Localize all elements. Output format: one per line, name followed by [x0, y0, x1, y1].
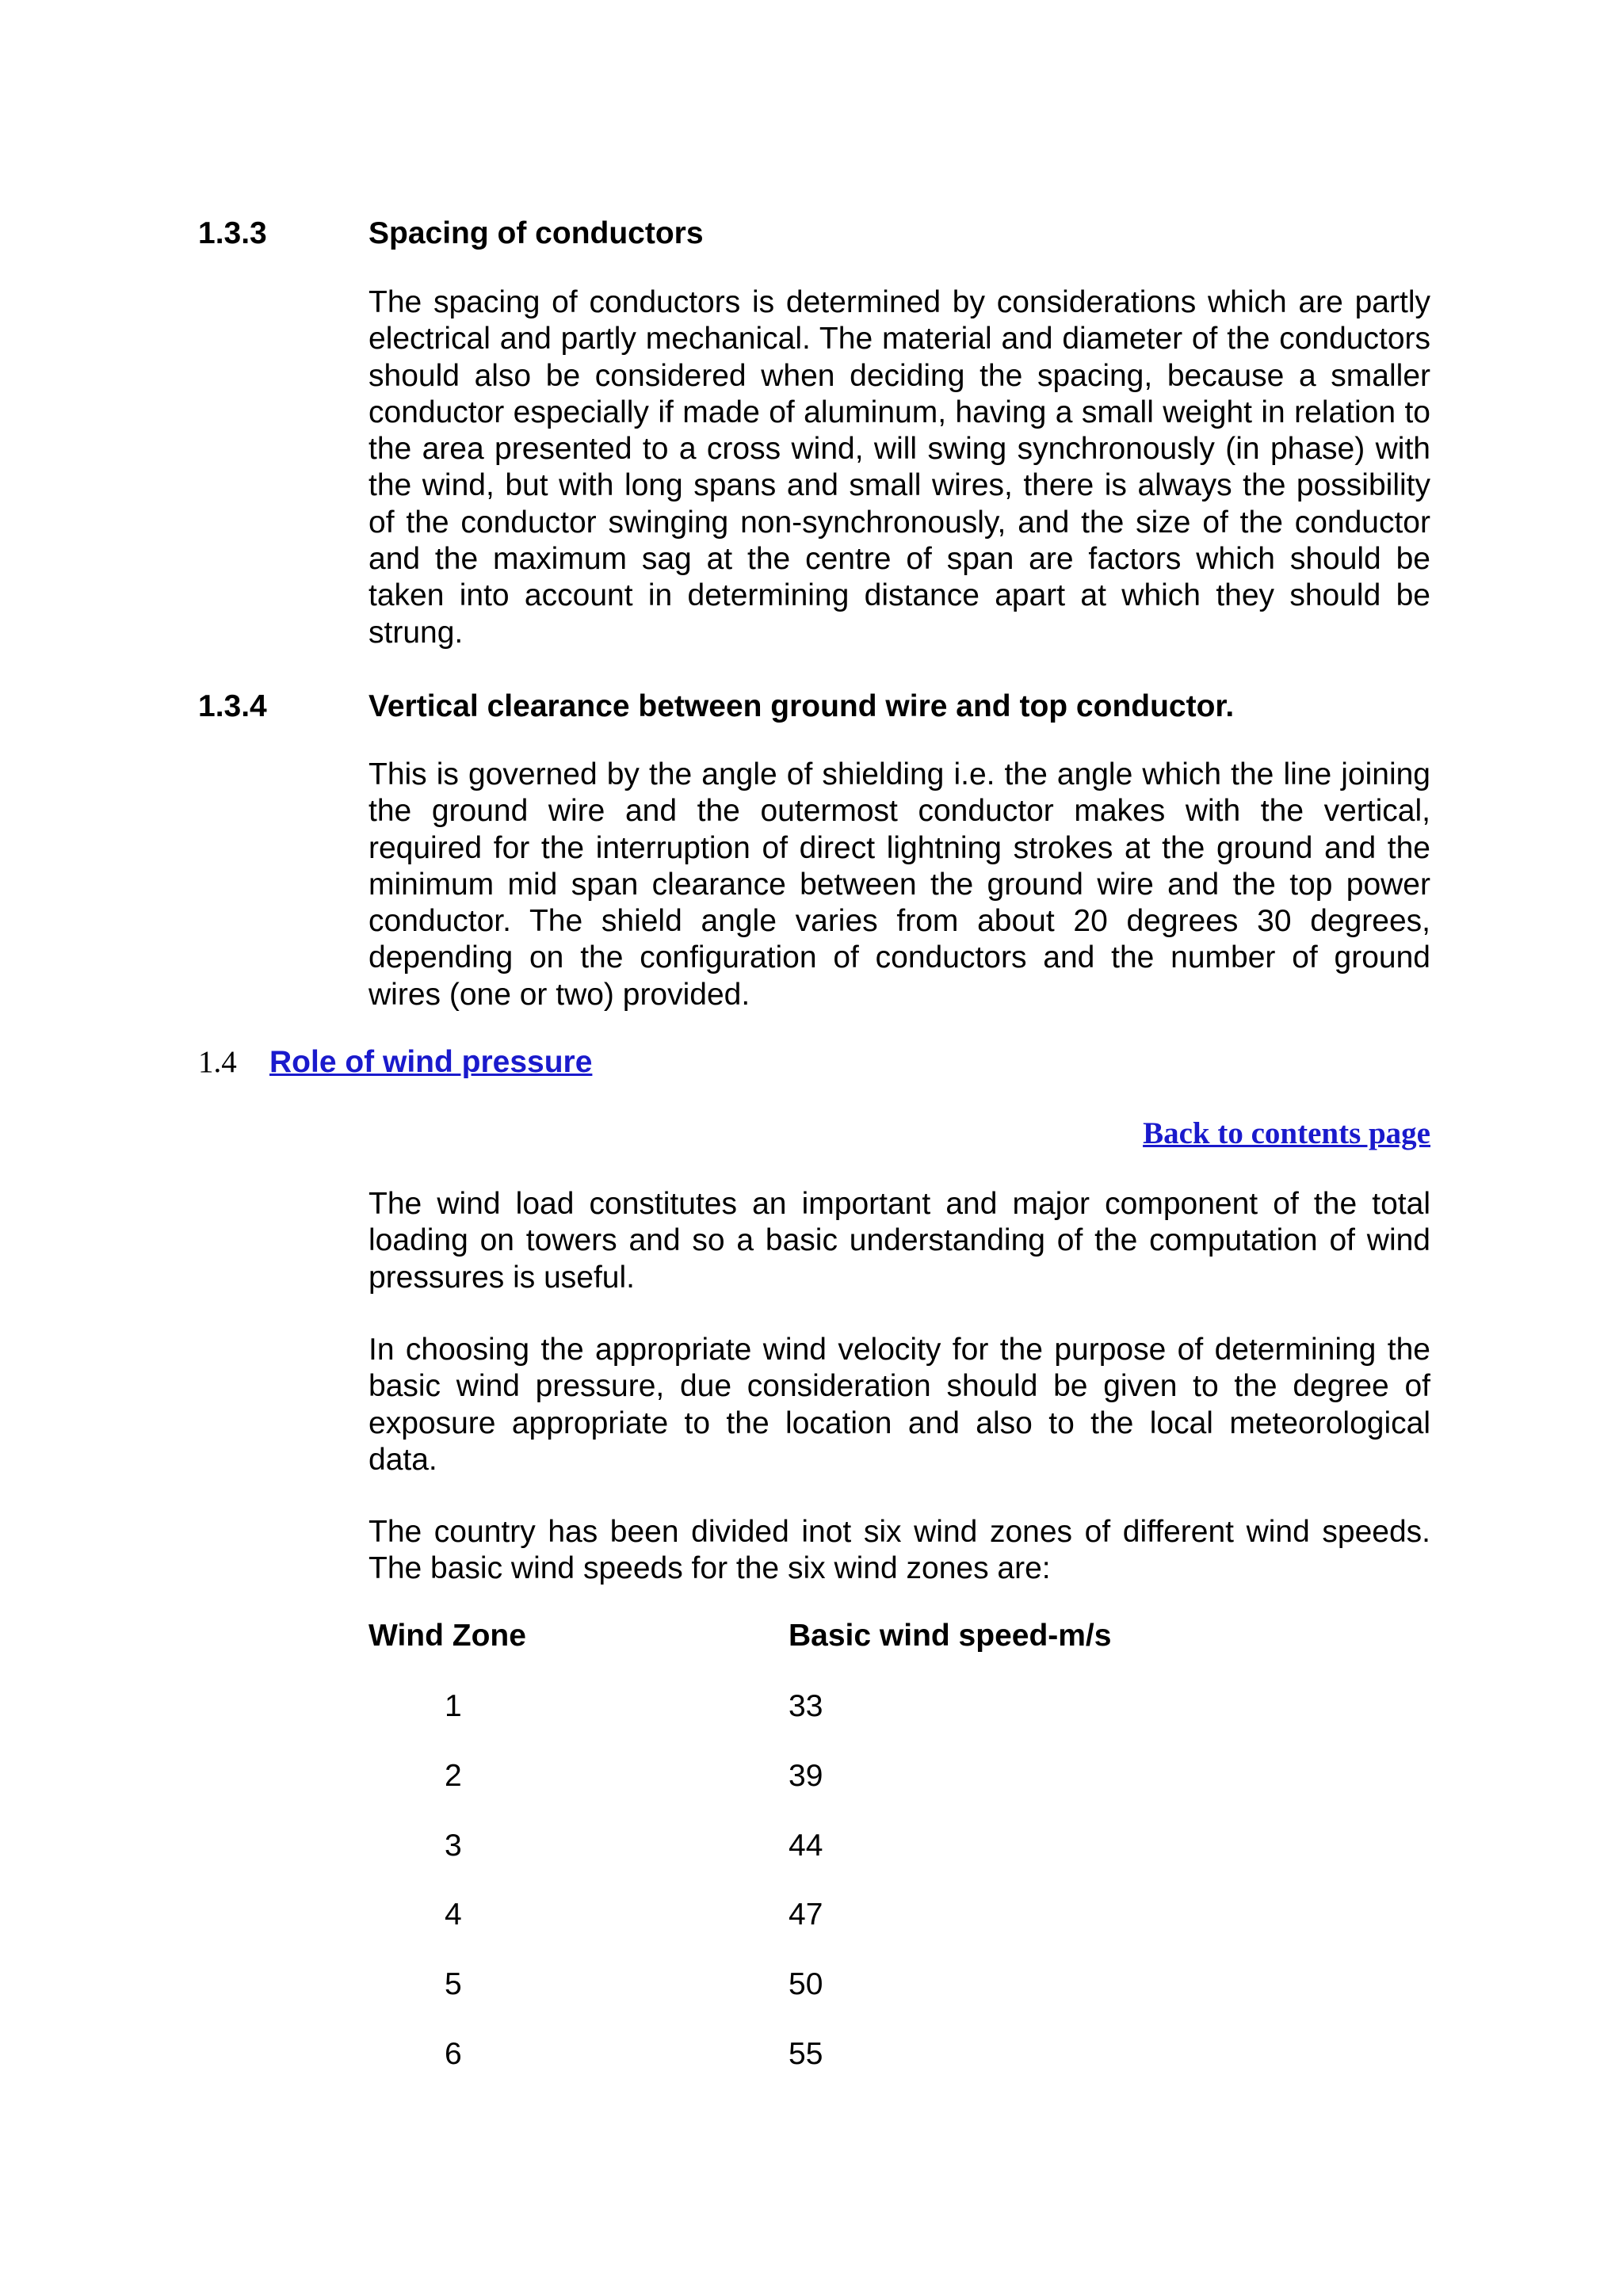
- wind-zone-cell: 3: [445, 1829, 462, 1863]
- wind-zone-cell: 5: [445, 1967, 462, 2001]
- table-row: [369, 2036, 1161, 2073]
- section-title-spacing: Spacing of conductors: [369, 216, 704, 250]
- wind-zone-cell: 6: [445, 2037, 462, 2071]
- paragraph-wind-velocity: In choosing the appropriate wind velocity for the purpose of determining the basic wind pressure, due consideration should be given to the degree of exposure appropriate to the location and also to the local meteorological data.: [369, 1333, 1430, 1477]
- wind-speed-cell: 50: [789, 1967, 823, 2001]
- table-row: [369, 1828, 1161, 1864]
- paragraph-wind-zones-intro: The country has been divided inot six wind zones of different wind speeds. The basic wind speeds for the six wind zones are:: [369, 1515, 1430, 1586]
- wind-speed-cell: 39: [789, 1759, 823, 1793]
- wind-zone-cell: 1: [445, 1689, 462, 1723]
- table-row: [369, 1966, 1161, 2003]
- wind-zone-cell: 4: [445, 1897, 462, 1932]
- section-number-1-3-4: 1.3.4: [198, 689, 267, 723]
- table-row: [369, 1688, 1161, 1725]
- paragraph-spacing-body: The spacing of conductors is determined by considerations which are partly electrical and partly mechanical. The material and diameter of the conductors should also be considered when deciding the spacing, because a smaller conductor especially if made of aluminum, having a small weight in relation to the area presented to a cross wind, will swing synchronously (in phase) with the wind, but with long spans and small wires, there is always the possibility of the conductor swinging non-synchronously, and the size of the conductor and the maximum sag at the centre of span are factors which should be taken into account in determining distance apart at which they should be strung.: [369, 285, 1430, 650]
- paragraph-vertical-clearance-body: This is governed by the angle of shielding i.e. the angle which the line joining the ground wire and the outermost conductor makes with the vertical, required for the interruption of direct lightning strokes at the ground and the minimum mid span clearance between the ground wire and the top power conductor. The shield angle varies from about 20 degrees 30 degrees, depending on the configuration of conductors and the number of ground wires (one or two) provided.: [369, 757, 1430, 1012]
- wind-speed-cell: 33: [789, 1689, 823, 1723]
- wind-speed-cell: 55: [789, 2037, 823, 2071]
- table-row: [369, 1758, 1161, 1794]
- table-header-basic-wind-speed: Basic wind speed-m/s: [789, 1619, 1112, 1653]
- table-row: [369, 1897, 1161, 1933]
- wind-zone-cell: 2: [445, 1759, 462, 1793]
- wind-speed-cell: 44: [789, 1829, 823, 1863]
- wind-speed-cell: 47: [789, 1897, 823, 1932]
- section-link-role-of-wind-pressure[interactable]: Role of wind pressure: [269, 1045, 593, 1079]
- back-to-contents-link[interactable]: Back to contents page: [1143, 1116, 1430, 1150]
- table-header-wind-zone: Wind Zone: [369, 1619, 526, 1653]
- section-number-1-3-3: 1.3.3: [198, 216, 267, 250]
- section-number-1-4: 1.4: [198, 1045, 237, 1079]
- section-title-vertical-clearance: Vertical clearance between ground wire and top conductor.: [369, 689, 1235, 723]
- paragraph-wind-load: The wind load constitutes an important and major component of the total loading on towers and so a basic understanding of the computation of wind pressures is useful.: [369, 1187, 1430, 1295]
